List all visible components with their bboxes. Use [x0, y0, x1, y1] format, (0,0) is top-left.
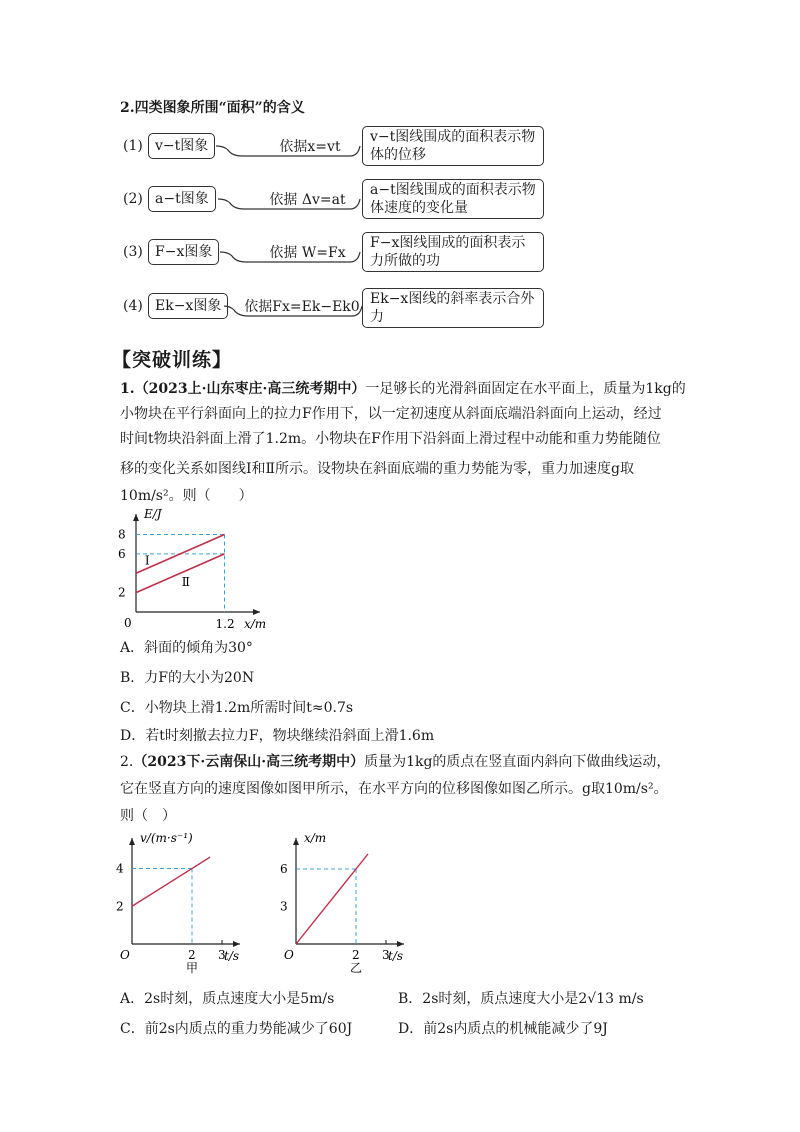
y-axis-label: x/m [304, 831, 327, 845]
connector-lines [0, 0, 800, 340]
series-line [296, 854, 368, 944]
y-axis-label: E/J [144, 508, 162, 521]
question-number: 1. [120, 381, 135, 397]
chart-caption: 乙 [350, 961, 363, 975]
question-source: （2023上·山东枣庄·高三统考期中） [134, 381, 366, 397]
question-text: 小物块在平行斜面向上的拉力F作用下，以一定初速度从斜面底端沿斜面向上运动，经过 [120, 406, 662, 422]
right-box: Ek−x图线的斜率表示合外力 [362, 288, 544, 328]
y-tick-label: 8 [118, 527, 126, 542]
x-axis-arrow [233, 941, 240, 947]
x-tick-label: 2 [188, 948, 196, 962]
x-tick-label: 3 [382, 948, 390, 962]
energy-displacement-chart [108, 508, 278, 638]
question-text: 一足够长的光滑斜面固定在水平面上，质量为1kg的 [365, 381, 686, 397]
middle-label: 依据x=vt [279, 139, 341, 155]
question-text: 质量为1kg的质点在竖直面内斜向下做曲线运动， [364, 754, 671, 770]
y-tick-label: 6 [280, 862, 288, 876]
row-number: (3) [123, 244, 143, 260]
question-text: 10m/s²。则（ ） [120, 488, 253, 504]
section-title: 2.四类图象所围“面积”的含义 [120, 100, 305, 116]
option-c[interactable]: C．小物块上滑1.2m所需时间t≈0.7s [120, 700, 354, 716]
right-box: F−x图线围成的面积表示力所做的功 [362, 232, 544, 272]
option-b[interactable]: B．力F的大小为20N [120, 670, 255, 686]
middle-label: 依据Fx=Ek−Ek0 [244, 299, 360, 315]
displacement-time-chart [276, 826, 436, 976]
question-text: 时间t物块沿斜面上滑了1.2m。小物块在F作用下沿斜面上滑过程中动能和重力势能随位 [120, 431, 661, 447]
x-axis-arrow [397, 941, 404, 947]
question-text: 它在竖直方向的速度图像如图甲所示，在水平方向的位移图像如图乙所示。g取10m/s²。 [120, 781, 668, 797]
question-text: 移的变化关系如图线Ⅰ和Ⅱ所示。设物块在斜面底端的重力势能为零，重力加速度g取 [120, 461, 635, 477]
left-box: a−t图象 [148, 186, 216, 212]
series-label-1: Ⅰ [144, 553, 150, 568]
x-tick-label: 2 [352, 948, 360, 962]
x-axis-label: t/s [224, 949, 240, 963]
middle-label: 依据 Δv=at [269, 192, 346, 208]
y-axis-arrow [293, 838, 299, 845]
origin-label: 0 [124, 616, 132, 630]
x-axis-label: x/m [244, 617, 267, 631]
left-box: F−x图象 [148, 239, 219, 265]
row-number: (2) [123, 191, 143, 207]
left-box: Ek−x图象 [148, 293, 228, 319]
x-axis-arrow [253, 609, 260, 615]
question-number: 2. [120, 754, 134, 770]
x-tick-label: 1.2 [215, 617, 235, 631]
row-number: (4) [123, 298, 143, 314]
y-axis-arrow [133, 514, 139, 521]
y-tick-label: 6 [118, 546, 126, 561]
option-d[interactable]: D．若t时刻撤去拉力F，物块继续沿斜面上滑1.6m [120, 728, 435, 744]
series-label-2: Ⅱ [181, 574, 190, 589]
practice-heading: 【突破训练】 [112, 349, 233, 371]
y-axis-arrow [129, 838, 135, 845]
x-tick-label: 3 [218, 948, 226, 962]
chart-caption: 甲 [186, 961, 199, 975]
right-box: a−t图线围成的面积表示物体速度的变化量 [362, 179, 544, 219]
option-d[interactable]: D．前2s内质点的机械能减少了9J [398, 1021, 608, 1037]
y-tick-label: 2 [116, 899, 124, 914]
left-box: v−t图象 [148, 133, 215, 159]
y-tick-label: 2 [118, 585, 126, 600]
row-number: (1) [123, 138, 143, 154]
middle-label: 依据 W=Fx [269, 245, 346, 261]
option-a[interactable]: A．2s时刻，质点速度大小是5m/s [120, 991, 335, 1007]
option-a[interactable]: A．斜面的倾角为30° [120, 640, 253, 656]
velocity-time-chart [112, 826, 272, 976]
y-tick-label: 4 [116, 861, 124, 876]
y-axis-label: v/(m·s⁻¹) [140, 831, 193, 845]
question-text: 则（ ） [120, 808, 176, 824]
option-b[interactable]: B．2s时刻，质点速度大小是2√13 m/s [398, 991, 644, 1007]
question-source: （2023下·云南保山·高三统考期中） [133, 754, 365, 770]
y-tick-label: 3 [280, 899, 288, 914]
option-c[interactable]: C．前2s内质点的重力势能减少了60J [120, 1021, 353, 1037]
origin-label: O [120, 948, 130, 962]
x-axis-label: t/s [388, 949, 404, 963]
series-line [132, 857, 210, 906]
origin-label: O [284, 948, 294, 962]
right-box: v−t图线围成的面积表示物体的位移 [362, 126, 544, 166]
